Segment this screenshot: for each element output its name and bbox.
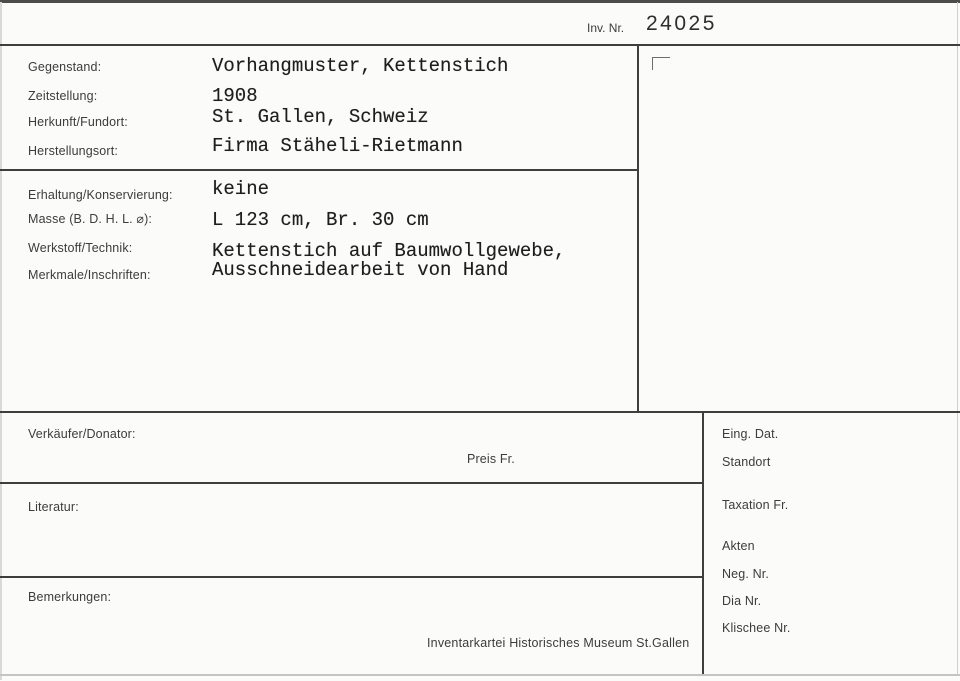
field-label-bemerkungen: Bemerkungen: <box>28 590 112 604</box>
card-footer-title: Inventarkartei Historisches Museum St.Gallen <box>427 636 690 650</box>
card-bottom-edge <box>0 674 960 676</box>
right-column-vertical-divider <box>702 411 704 674</box>
field-label-dia-nr: Dia Nr. <box>722 594 762 608</box>
field-label-masse: Masse (B. D. H. L. ⌀): <box>28 212 153 226</box>
card-top-edge <box>0 0 960 3</box>
header-divider <box>0 44 960 46</box>
field-label-verkaeufer-donator: Verkäufer/Donator: <box>28 427 136 441</box>
card-left-edge <box>0 2 2 680</box>
field-label-klischee-nr: Klischee Nr. <box>722 621 791 635</box>
field-label-merkmale-inschriften: Merkmale/Inschriften: <box>28 268 151 282</box>
main-vertical-divider <box>637 44 639 413</box>
field-value-herstellungsort: Firma Stäheli-Rietmann <box>212 135 463 157</box>
inv-nr-label: Inv. Nr. <box>587 21 625 35</box>
mid-horizontal-divider <box>0 411 960 413</box>
field-label-herkunft-fundort: Herkunft/Fundort: <box>28 115 128 129</box>
field-label-herstellungsort: Herstellungsort: <box>28 144 118 158</box>
literatur-bottom-divider <box>0 576 703 578</box>
field-label-taxation-fr: Taxation Fr. <box>722 498 789 512</box>
inv-nr-value: 24025 <box>646 12 717 35</box>
field-label-preis-fr: Preis Fr. <box>467 452 515 466</box>
field-value-herkunft-fundort: St. Gallen, Schweiz <box>212 106 429 128</box>
photo-corner-mark-icon <box>652 57 670 70</box>
field-label-gegenstand: Gegenstand: <box>28 60 102 74</box>
field-label-standort: Standort <box>722 455 771 469</box>
field-value-masse: L 123 cm, Br. 30 cm <box>212 209 429 231</box>
verkaeufer-bottom-divider <box>0 482 703 484</box>
field-value-zeitstellung: 1908 <box>212 85 258 107</box>
field-label-akten: Akten <box>722 539 755 553</box>
field-value-werkstoff-technik-line1: Kettenstich auf Baumwollgewebe, <box>212 240 566 262</box>
field-label-literatur: Literatur: <box>28 500 79 514</box>
object-detail-divider <box>0 169 639 171</box>
field-label-werkstoff-technik: Werkstoff/Technik: <box>28 241 133 255</box>
field-label-erhaltung-konservierung: Erhaltung/Konservierung: <box>28 188 173 202</box>
field-label-neg-nr: Neg. Nr. <box>722 567 770 581</box>
field-label-eing-dat: Eing. Dat. <box>722 427 779 441</box>
field-value-gegenstand: Vorhangmuster, Kettenstich <box>212 55 509 77</box>
card-right-edge <box>957 2 959 674</box>
field-label-zeitstellung: Zeitstellung: <box>28 89 98 103</box>
field-value-erhaltung-konservierung: keine <box>212 178 270 200</box>
field-value-werkstoff-technik-line2: Ausschneidearbeit von Hand <box>212 259 509 281</box>
